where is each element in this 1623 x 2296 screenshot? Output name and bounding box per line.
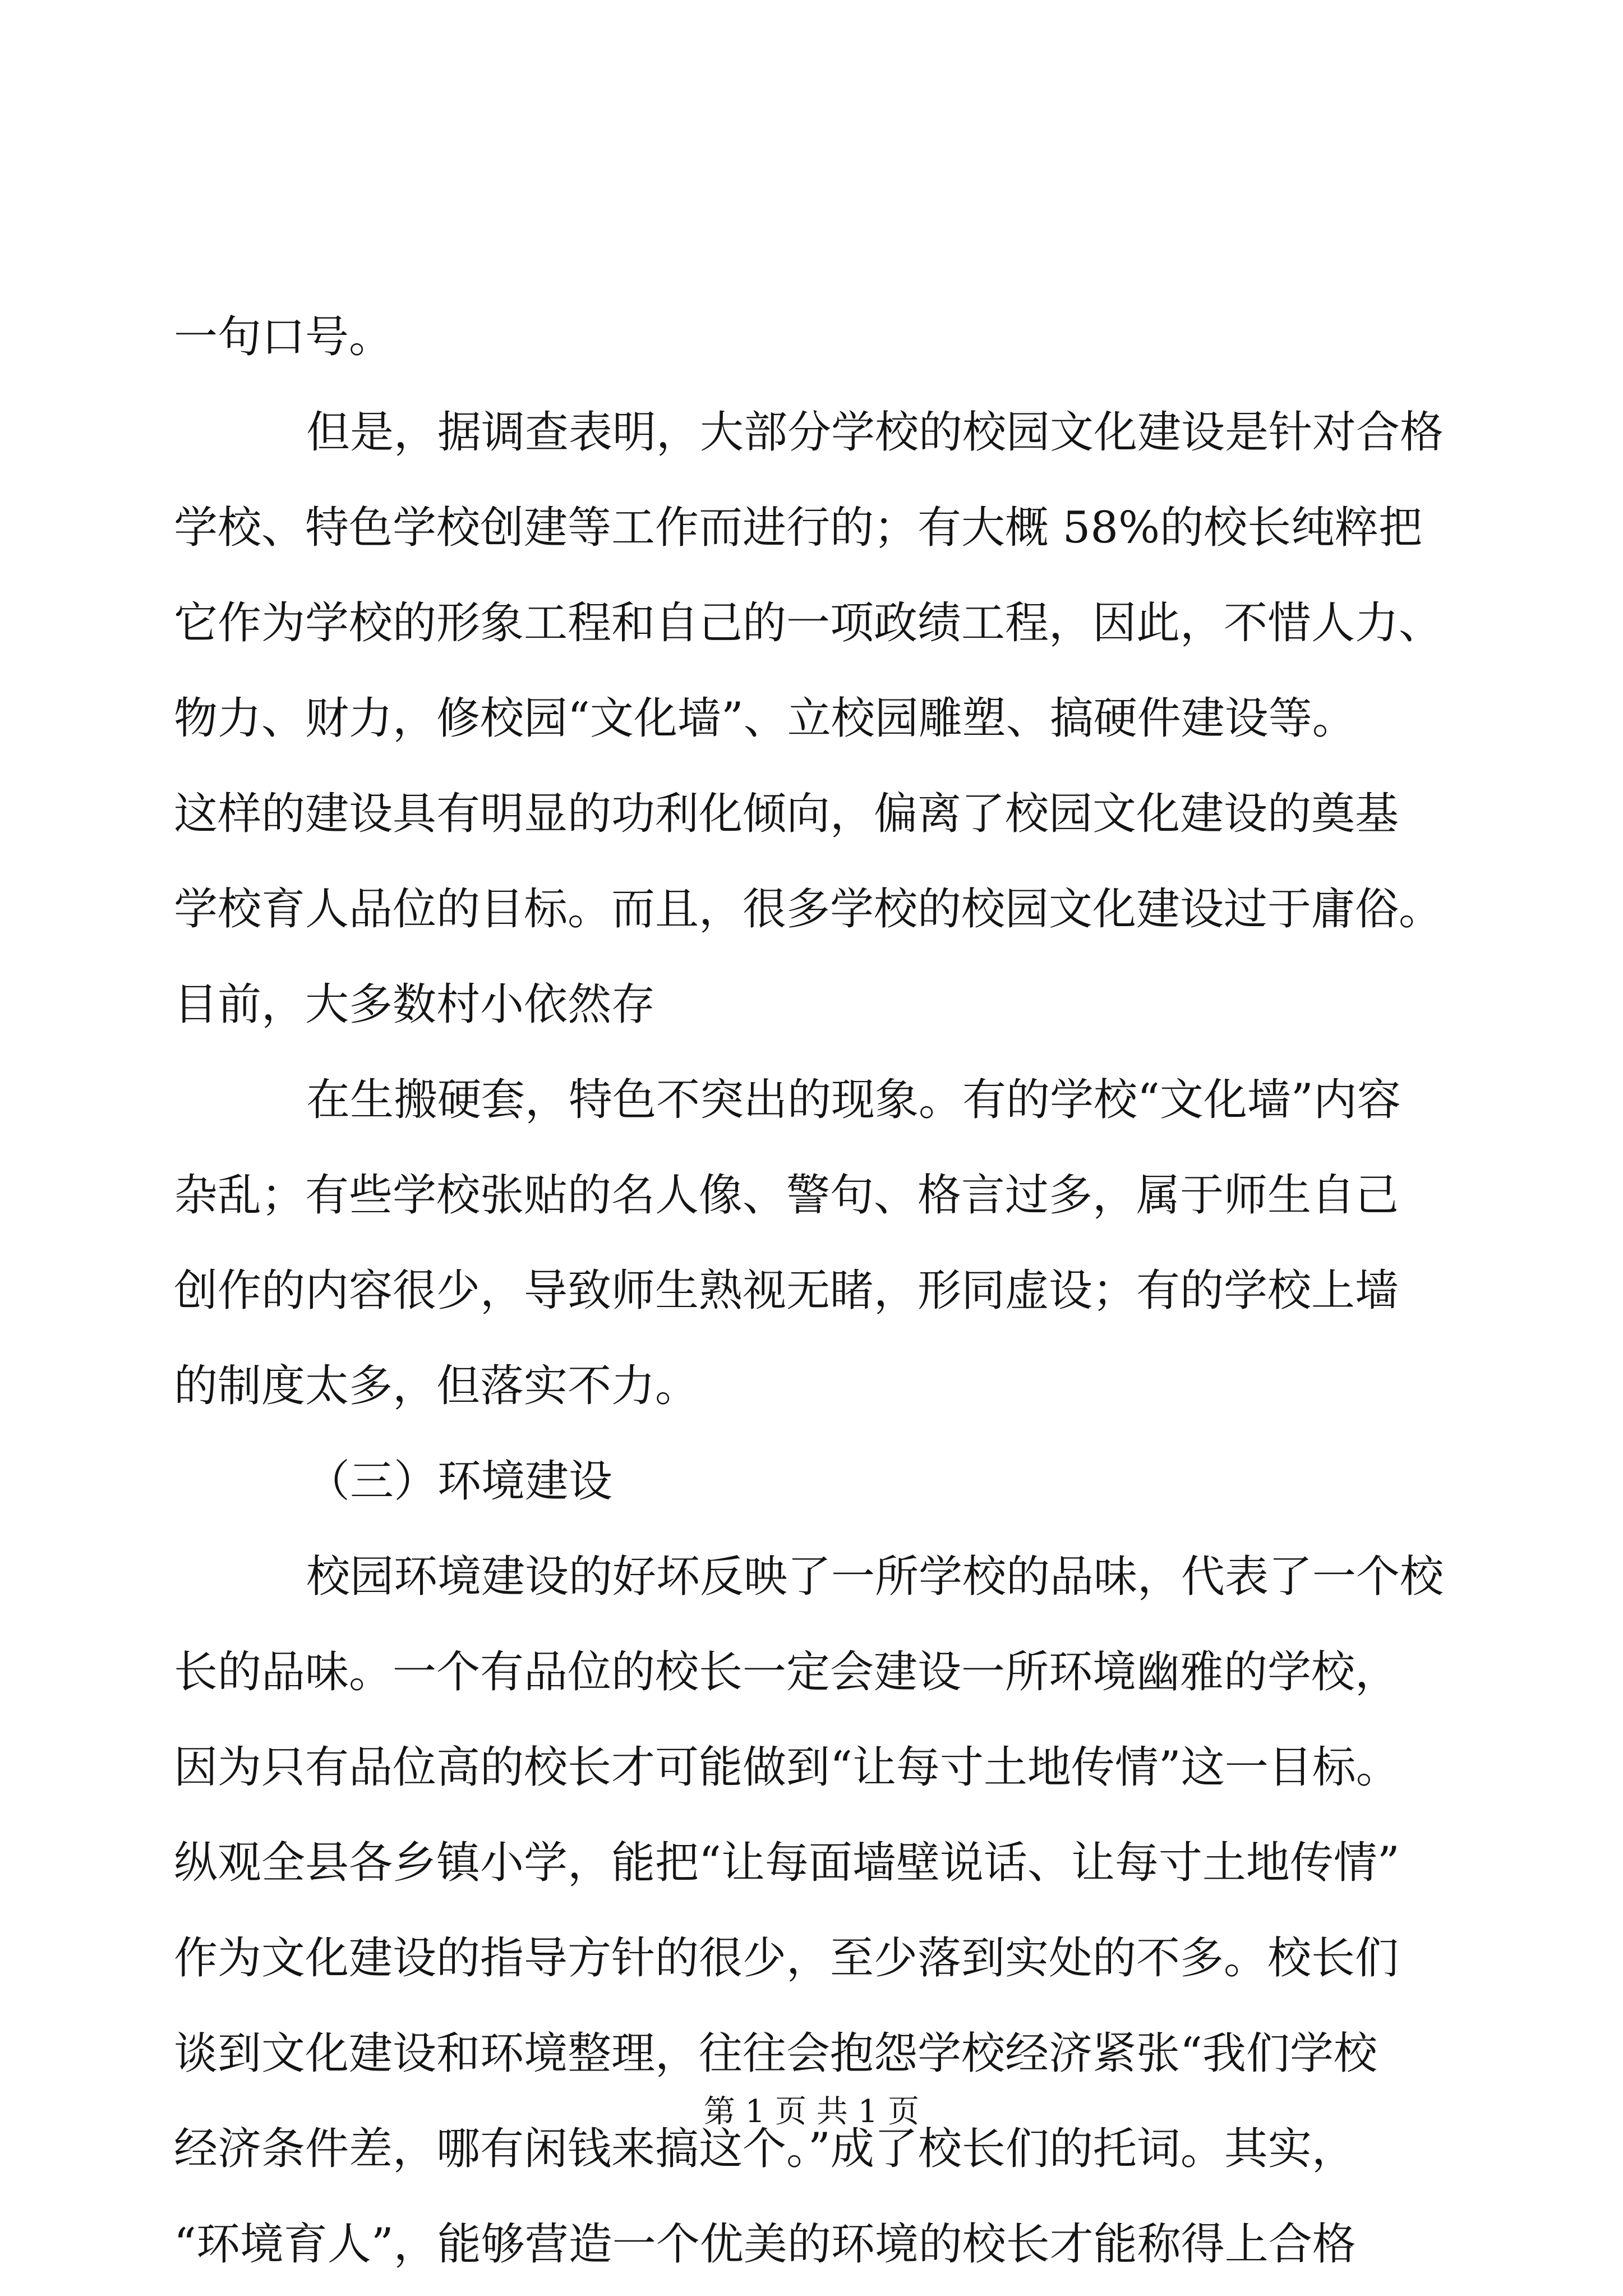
text-line: 一句口号。	[174, 312, 393, 362]
text-line: 这样的建设具有明显的功利化倾向，偏离了校园文化建设的奠基	[174, 789, 1399, 839]
text-line: 纵观全县各乡镇小学，能把“让每面墙壁说话、让每寸土地传情”	[174, 1838, 1400, 1888]
text-line: 经济条件差，哪有闲钱来搞这个。”成了校长们的托词。其实，	[174, 2124, 1355, 2174]
text-line: 学校育人品位的目标。而且，很多学校的校园文化建设过于庸俗。	[174, 884, 1443, 935]
text-line: 物力、财力，修校园“文化墙”、立校园雕塑、搞硬件建设等。	[174, 693, 1356, 744]
text-line: 作为文化建设的指导方针的很少，至少落到实处的不多。校长们	[174, 1933, 1399, 1984]
text-line: 它作为学校的形象工程和自己的一项政绩工程，因此，不惜人力、	[174, 598, 1443, 648]
text-line: 创作的内容很少，导致师生熟视无睹，形同虚设；有的学校上墙	[174, 1266, 1399, 1316]
text-line: 目前，大多数村小依然存	[174, 979, 656, 1030]
text-line: 学校、特色学校创建等工作而进行的；有大概 58%的校长纯粹把	[174, 503, 1423, 553]
document-body	[174, 289, 1447, 2292]
paragraph-first-line: 但是，据调查表明，大部分学校的校园文化建设是针对合格	[306, 407, 1444, 458]
page-footer: 第 1 页 共 1 页	[703, 2093, 920, 2130]
text-line: 谈到文化建设和环境整理，往往会抱怨学校经济紧张“我们学校	[174, 2028, 1377, 2079]
text-line: 长的品味。一个有品位的校长一定会建设一所环境幽雅的学校，	[174, 1647, 1399, 1697]
paragraph-first-line: 校园环境建设的好坏反映了一所学校的品味，代表了一个校	[306, 1552, 1444, 1602]
paragraph-first-line: 在生搬硬套，特色不突出的现象。有的学校“文化墙”内容	[306, 1075, 1401, 1125]
text-line: 的制度太多，但落实不力。	[174, 1361, 699, 1411]
text-line: “环境育人”，能够营造一个优美的环境的校长才能称得上合格	[174, 2219, 1356, 2270]
section-heading: （三）环境建设	[306, 1456, 613, 1507]
text-line: 杂乱；有些学校张贴的名人像、警句、格言过多，属于师生自己	[174, 1170, 1399, 1221]
text-line: 因为只有品位高的校长才可能做到“让每寸土地传情”这一目标。	[174, 1742, 1400, 1793]
